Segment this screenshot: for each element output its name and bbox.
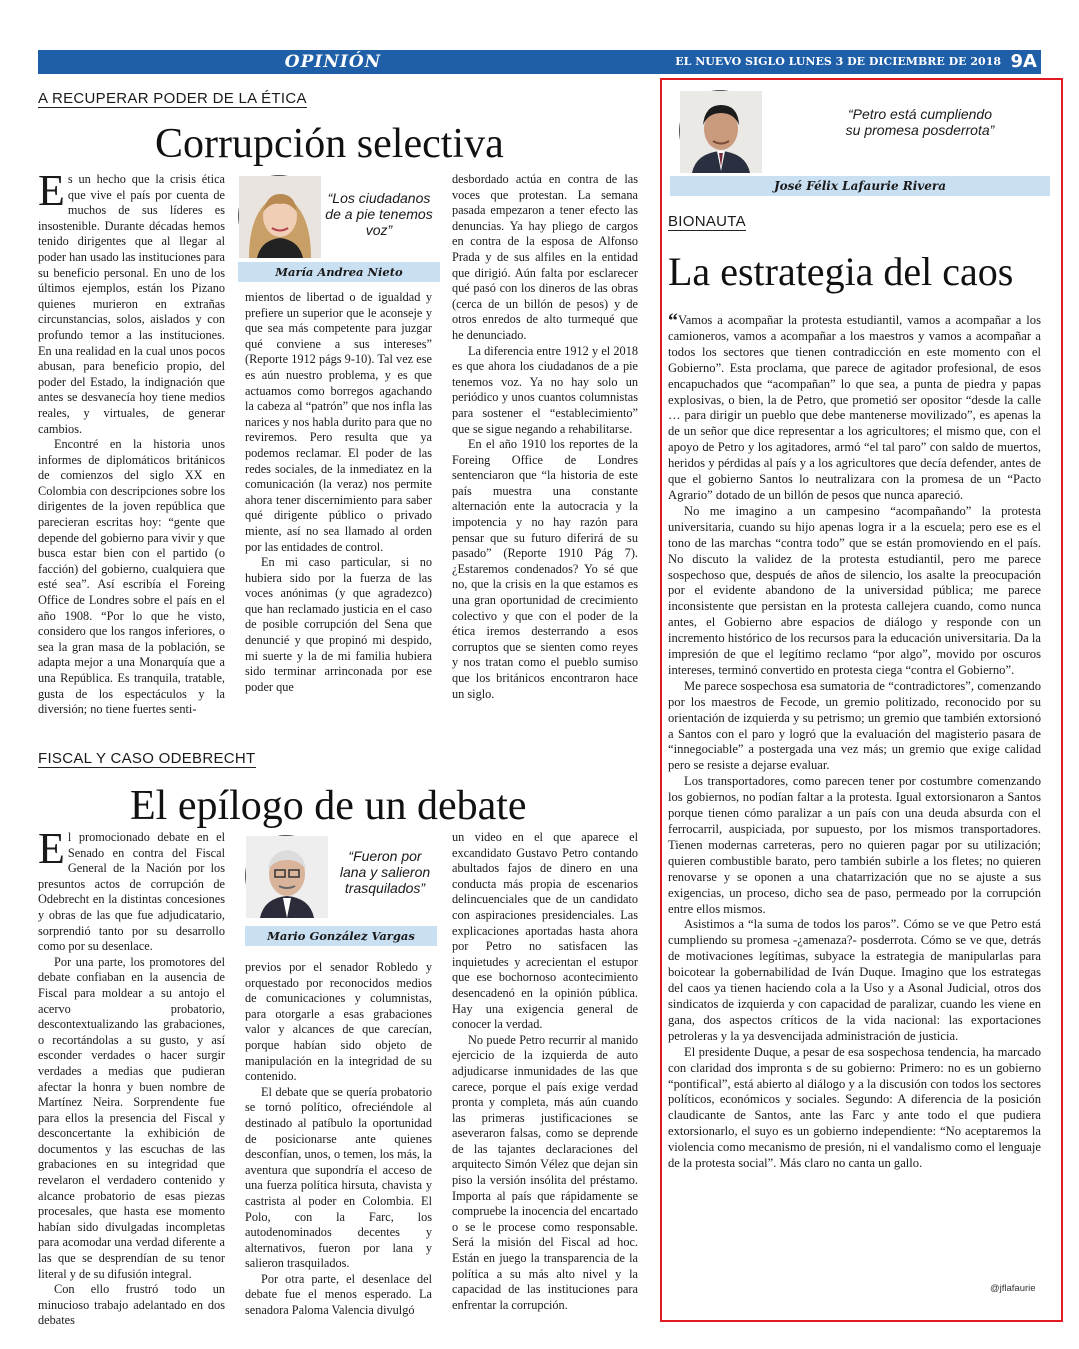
author-photo [238,175,320,257]
article1-kicker: A RECUPERAR PODER DE LA ÉTICA [38,90,307,107]
article2-dropcap: E [38,824,65,873]
article3-p1: Vamos a acompañar la protesta estudiantil, vamos a acompañar a los camioneros, vamos a acompañar a los maestros y vamos a acompañar a todos los sectores que tienen contradicción en este momento con el Gobierno”. Esta proclama, que parece de agitador profesional, de esos encapuchados que “acompañan” lo que sea, a punta de piedra y papas explosivas, o bien, la de Petro, que prometió ser opositor “desde la calle … para dirigir un pueblo que debe mantenerse movilizado”, es apenas la de un señor que dice representar a los agricultores; el mismo que, con el apoyo de Petro y los agitadores, armó “el tal paro” con saldo de muertos, heridos y pérdidas al país y a los agricultores que decía defender, antes de que el gobierno Santos lo neutralizara con la promesa de un “Pacto Agrario” dotado de un billón de pesos que nunca apareció. [668,313,1041,502]
article2-col3-p1: un video en el que aparece el excandidato Gustavo Petro contando abultados fajos de dinero en una conducta más propia de escenarios delincuenciales que de un candidato con aspiraciones presidenciales. Las explicaciones aportadas hasta ahora por Petro no satisfacen las inquietudes y acrecientan el estupor que ese bochornoso acontecimiento desencadenó en la opinión pública. Hay una exigencia general de conocer la verdad. [452,830,638,1032]
author-social-handle: @jflafaurie [990,1283,1036,1294]
article3-p2: No me imagino a un campesino “acompañando” la protesta universitaria, cuando su hijo apenas logra ir a la escuela; pero ese es el tono de las marchas “contra todo” que se están promoviendo en el país. No discuto la validez de la protesta estudiantil, pero me parece sospechoso que, después de años de silencio, los asalte la preocupación por el evidente abandono de la universidad pública; me parece inconsistente que persistan en la protesta callejera cuando, como nunca antes, el Gobierno abre espacios de diálogo y responde con un incremento histórico de los recursos para la educación universitaria. Da la impresión de que el legítimo reclamo “por algo”, movido por oscuros intereses, terminó convertido en protesta ciega “contra el Gobierno”. [668,503,1041,677]
article1-column-1 [38,166,225,717]
article1-col2-p2: En mi caso particular, si no hubiera sido por la fuerza de las voces anónimas (y que agradezco) que han reclamado justicia en el caso de posible corrupción del Sena que denuncié y que propinó mi despido, mi suerte y la de mi familia hubiera sido terminar arrinconada por ese poder que [245,555,432,694]
article1-title: Corrupción selectiva [155,121,504,167]
article3-title: La estrategia del caos [668,249,1014,294]
article1-column-3 [452,172,638,712]
article2-col1-p2: Por una parte, los promotores del debate confiaban en la ausencia de Fiscal para moldear a su antojo el acervo probatorio, descontextualizando las grabaciones, o recortándolas a su gusto, y así esconder verdades o hacer surgir verdades a medias que pudieran afectar la honra y buen nombre de Martínez Neira. Sorprendente fue para ellos la presencia del Fiscal y desconcertante la exhibición de documentos y las escuchas de las grabaciones en su integridad que revelaron el verdadero contenido y alcance probatorio de esas piezas procesales, que hasta ese momento habían sido divulgadas incompletas para acomodar una verdad diferente a las que se desprendían de su tenor literal y de su difusión integral. [38,954,225,1281]
author-photo [245,835,327,917]
section-header-bar [38,50,1041,74]
article2-col1-p1: l promocionado debate en el Senado en contra del Fiscal General de la Nación por los presuntos actos de corrupción de Odebrecht en la distintas concesiones y obras de las que fue adjudicatario, sorprendió tanto por su desarrollo como por su desenlace. [38,830,225,954]
page-number: 9A [1010,51,1037,72]
author-portrait-icon [239,176,321,258]
article3-p5: Asistimos a “la suma de todos los paros”. Cómo se ve que Petro está cumpliendo su promesa -¿amenaza?- posderrota. Cómo se ve que, detrás de motivaciones legítimas, subyace la estrategia de manipularlas para boicotear la gobernabilidad de Iván Duque. Imagino que los estrategas del caos ya tienen haciendo cola a la Uso y a Asonal Judicial, otros dos sindicatos de izquierda y con capacidad de paralizar, cuando les viene en gana, dos aspectos críticos de la vida nacional: las exportaciones petroleras y la ya desvencijada administración de justicia. [668,917,1041,1043]
article1-pull-quote: “Los ciudadanos de a pie tenemos voz” [325,190,433,238]
article3-p6: El presidente Duque, a pesar de esa sospechosa tendencia, ha marcado con claridad dos impronta s de su gobierno: Primero: no es un gobierno “pontifical”, está abierto al diálogo y a la discusión con todos los sectores políticos, económicos y sociales. Segundo: A diferencia de la posición claudicante de Santos, ante las Farc y ante todo el que pudiera extorsionarlo, el suyo es un gobierno independiente: “No aceptaremos la violencia como mecanismo de presión, ni el vandalismo como el lenguaje de la protesta social”. Más claro no canta un gallo. [668,1044,1041,1171]
article3-body [668,310,1041,1172]
article2-title: El epílogo de un debate [130,783,527,829]
article1-col3-p1: desbordado actúa en contra de las voces que protestan. La semana pasada empezaron a tener efecto las denuncias. Ya hay pliego de cargos en contra de la esposa de Alfonso Prada y de sus alfiles en la entidad que dirigió. Aún falta por esclarecer qué pasó con los dineros de las obras (cerca de un billón de pesos) y de otros enredos de alto turmequé que he denunciado. [452,172,638,342]
article1-col3-p2: La diferencia entre 1912 y el 2018 es que ahora los ciudadanos de a pie tenemos voz. Ya no hay solo un periódico y unos cuantos columnistas para sostener el “establecimiento” que se sigue negando a rehabilitarse. [452,343,638,436]
author-portrait-icon [246,836,328,918]
article2-col2-p2: El debate que se quería probatorio se tornó político, ofreciéndole al destinado al patíbulo la oportunidad de posicionarse ante quienes desconfían, unos, o temen, los más, la aventura que supondría el acceso de una fuerza política hirsuta, chavista y castrista al poder en Colombia. El Polo, con la Farc, los autodenominados decentes y alternativos, fueron por lana y salieron trasquilados. [245,1084,432,1271]
article2-kicker: FISCAL Y CASO ODEBRECHT [38,750,256,767]
article3-p4: Los transportadores, como parecen tener por costumbre comenzando los gobiernos, no podían faltar a la protesta. Igual extorsionaron a Santos porque tienen cómo paralizar a un país con una deuda absurda con el ferrocarril, auspiciada, por supuesto, por los mismos transportadores. Tienen modernas carreteras, pero no quieren pagar por su utilización; quieren combustible barato, pero también subirle a los fletes; no quieren renovarse y se oponen a una chatarrización que no se ajuste a sus exigencias, un proceso, dicho sea de paso, permeado por la corrupción entre ellos mismos. [668,774,1041,916]
article2-col2-p3: Por otra parte, el desenlace del debate fue el menos esperado. La senadora Paloma Valencia divulgó [245,1271,432,1318]
article1-col1-p2: Encontré en la historia unos informes de diplomáticos británicos de comienzos del siglo XX en Colombia con descripciones sobre los dirigentes de la joven república que parecieran escritas hoy: “gente que depende del gobierno para vivir y que busca estar bien con el partido (o facción) del gobierno, cualquiera que esté sea”. Así escribía el Foreing Office de Londres sobre el país en el año 1908. “Por lo que he visto, considero que los rangos inferiores, o sea la gran masa de la población, se adapta mejor a una Monarquía que a una República. Es tranquila, tratable, gusta de los espectáculos y la diversión; no tiene fuertes senti- [38,437,225,717]
article2-column-1 [38,824,225,1328]
dateline: EL NUEVO SIGLO LUNES 3 DE DICIEMBRE DE 2018 [675,55,1001,68]
article1-col3-p3: En el año 1910 los reportes de la Foreing Office de Londres sentenciaron que “la historia de este país muestra una constante alternación ente la autocracia y la impotencia y no hay razón para pensar que su futuro diferirá de su pasado” (Reporte 1910 Pág 7). ¿Estaremos condenados? Yo sé que no, que la crisis en la que estamos es una gran oportunidad de crecimiento colectivo y que con el poder de la ética iremos desterrando a esos corruptos que se sienten como reyes y nos tratan como el pueblo sumiso que los británicos encontraron hace un siglo. [452,437,638,701]
author-photo [679,90,761,172]
article2-col1-p3: Con ello frustró todo un minucioso trabajo adelantado en dos debates [38,1282,225,1328]
open-quote-icon: “ [668,310,678,332]
section-name: OPINIÓN [284,52,382,72]
article3-p3: Me parece sospechosa esa sumatoria de “contradictores”, comenzando por los maestros de Fecode, un gremio politizado, reconocido por su orientación de izquierda y su petrismo; un gremio que también extorsionó a Santos con el paro y logró que la evaluación del magisterio pasara de “innegociable” a postergada una vez más; un gremio que exige calidad pero se resiste a dejarse evaluar. [668,678,1041,773]
article1-col2-p1: mientos de libertad o de igualdad y prefiere un superior que le aconseje y que sea más competente para juzgar qué conviene a sus intereses” (Reporte 1912 págs 9-10). Tal vez ese es aún nuestro problema, y es que actuamos como borregos agachando la cabeza al “patrón” que nos infla las narices y nos habla durito para que no reviremos. Pero resulta que ya podemos reclamar. El poder de las redes sociales, de la inmediatez en la comunicación (la veraz) nos permite ahora tener discernimiento para saber qué dirigente público o privado miente, así no sea llamado al orden por las entidades de control. [245,290,432,554]
article3-kicker: BIONAUTA [668,213,746,230]
article1-column-2 [245,290,432,712]
author-portrait-icon [680,91,762,173]
article1-author-name: María Andrea Nieto [238,262,440,282]
article2-column-2 [245,960,432,1318]
article2-col3-p2: No puede Petro recurrir al manido ejercicio de la izquierda de auto adjudicarse inmunidades de las que carece, porque el país exige verdad pronta y completa, más aún cuando las primeras justificaciones se aseveraron falsas, como se deprende de las tajantes declaraciones del arquitecto Simón Vélez que dejan sin piso la versión insólita del préstamo. Importa al país que rápidamente se compruebe la inocencia del encartado o se le procese como responsable. Será la misión del Fiscal ad hoc. Están en juego la transparencia de la política a su más alto nivel y la capacidad de las instituciones para enfrentar la corrupción. [452,1032,638,1312]
article3-author-name: José Félix Lafaurie Rivera [670,176,1050,196]
article1-col1-p1: s un hecho que la crisis ética que vive el país por cuenta de muchos de sus líderes es insostenible. Durante décadas hemos tenido dirigentes que al llegar al poder han usado las instituciones para su beneficio personal. En uno de los últimos ejemplos, están los Pizano quienes murieron en extrañas circunstancias, solos, aislados y con profundo temor a las instituciones. En una realidad en la cual unos pocos abusan, para beneficio propio, del poder del Estado, la indignación que antes se desvanecía hoy tiene medios reales, y virtuales, de generar cambios. [38,172,225,436]
article2-col2-p1: previos por el senador Robledo y orquestado por reconocidos medios de comunicaciones y columnistas, para otorgarle a esas grabaciones valor y alcances de que carecían, porque habían sido objeto de manipulación en la integridad de su contenido. [245,960,432,1084]
article1-dropcap: E [38,166,65,215]
article3-pull-quote: “Petro está cumpliendo su promesa posderrota” [845,106,995,138]
article2-column-3 [452,830,638,1312]
article2-pull-quote: “Fueron por lana y salieron trasquilados” [339,848,431,896]
article2-author-name: Mario González Vargas [245,926,437,946]
